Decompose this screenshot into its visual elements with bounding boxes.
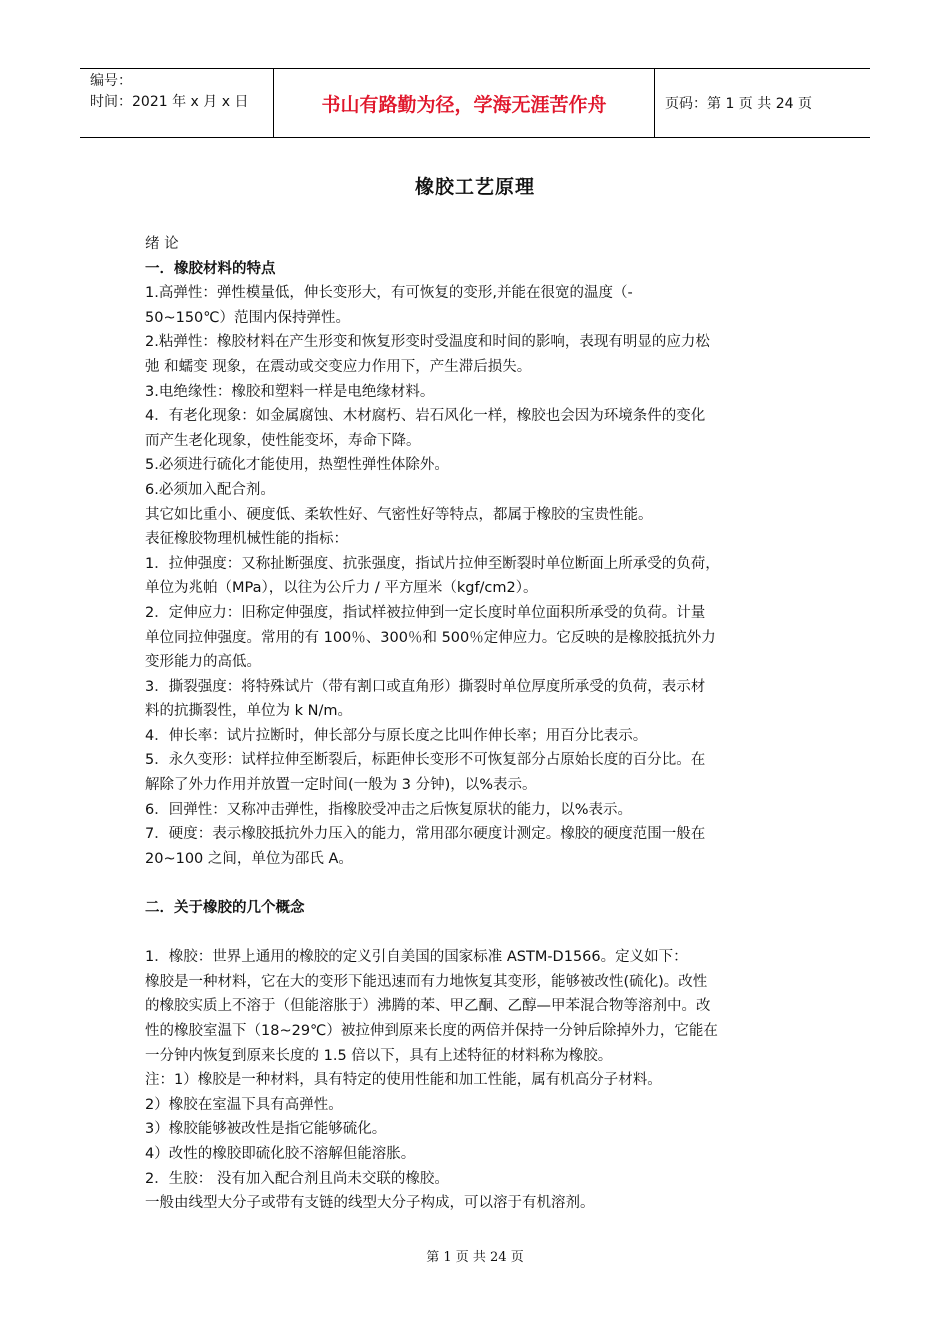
paragraph-line: 3）橡胶能够被改性是指它能够硫化。 bbox=[145, 1121, 387, 1138]
paragraph-line: 其它如比重小、硬度低、柔软性好、气密性好等特点，都属于橡胶的宝贵性能。 bbox=[145, 506, 653, 523]
blank-line bbox=[145, 871, 805, 896]
paragraph-line: 2．定伸应力：旧称定伸强度，指试样被拉伸到一定长度时单位面积所承受的负荷。计量 bbox=[145, 604, 706, 621]
page-header bbox=[80, 68, 870, 138]
document-title: 橡胶工艺原理 bbox=[414, 176, 535, 198]
paragraph-line: 一般由线型大分子或带有支链的线型大分子构成，可以溶于有机溶剂。 bbox=[145, 1195, 595, 1212]
page-footer: 第 1 页 共 24 页 bbox=[426, 1250, 524, 1265]
paragraph-line: 性的橡胶室温下（18~29℃）被拉伸到原来长度的两倍并保持一分钟后除掉外力，它能在 bbox=[145, 1023, 718, 1039]
paragraph-line: 1．拉伸强度：又称扯断强度、抗张强度，指试片拉伸至断裂时单位断面上所承受的负荷， bbox=[145, 555, 720, 572]
paragraph-line: 3．撕裂强度：将特殊试片（带有割口或直角形）撕裂时单位厚度所承受的负荷，表示材 bbox=[145, 678, 706, 695]
paragraph-line: 绪 论 bbox=[145, 236, 179, 252]
paragraph-line: 解除了外力作用并放置一定时间(一般为 3 分钟)，以%表示。 bbox=[145, 777, 537, 794]
header-time-label: 时间：2021 年 x 月 x 日 bbox=[90, 94, 249, 110]
paragraph-line: 4）改性的橡胶即硫化胶不溶解但能溶胀。 bbox=[145, 1145, 416, 1162]
header-motto: 书山有路勤为径，学海无涯苦作舟 bbox=[274, 69, 655, 137]
paragraph-line: 注：1）橡胶是一种材料，具有特定的使用性能和加工性能，属有机高分子材料。 bbox=[145, 1072, 662, 1089]
paragraph-line: 4．有老化现象：如金属腐蚀、木材腐朽、岩石风化一样，橡胶也会因为环境条件的变化 bbox=[145, 408, 706, 425]
paragraph-line: 5.必须进行硫化才能使用，热塑性弹性体除外。 bbox=[145, 457, 449, 474]
header-meta bbox=[80, 69, 274, 137]
paragraph-line: 6．回弹性：又称冲击弹性，指橡胶受冲击之后恢复原状的能力，以%表示。 bbox=[145, 801, 633, 818]
document-body bbox=[145, 232, 805, 1216]
paragraph-line: 表征橡胶物理机械性能的指标： bbox=[145, 531, 348, 548]
paragraph-line: 50~150℃）范围内保持弹性。 bbox=[145, 309, 351, 326]
paragraph-line: 2.粘弹性：橡胶材料在产生形变和恢复形变时受温度和时间的影响，表现有明显的应力松 bbox=[145, 334, 710, 351]
header-page-info: 页码：第 1 页 共 24 页 bbox=[665, 96, 812, 112]
paragraph-line: 料的抗撕裂性，单位为 k N/m。 bbox=[145, 703, 352, 720]
section-heading: 二．关于橡胶的几个概念 bbox=[145, 900, 305, 917]
paragraph-line: 弛 和蠕变 现象，在震动或交变应力作用下，产生滞后损失。 bbox=[145, 358, 532, 375]
paragraph-line: 橡胶是一种材料，它在大的变形下能迅速而有力地恢复其变形，能够被改性(硫化)。改性 bbox=[145, 973, 708, 990]
header-number-label: 编号： bbox=[90, 73, 132, 89]
section-heading: 一．橡胶材料的特点 bbox=[145, 260, 276, 277]
paragraph-line: 1.高弹性：弹性模量低，伸长变形大，有可恢复的变形,并能在很宽的温度（- bbox=[145, 285, 633, 302]
paragraph-line: 20~100 之间，单位为邵氏 A。 bbox=[145, 850, 353, 867]
paragraph-line: 一分钟内恢复到原来长度的 1.5 倍以下，具有上述特征的材料称为橡胶。 bbox=[145, 1047, 613, 1064]
paragraph-line: 2．生胶： 没有加入配合剂且尚未交联的橡胶。 bbox=[145, 1170, 449, 1187]
paragraph-line: 6.必须加入配合剂。 bbox=[145, 481, 275, 498]
paragraph-line: 而产生老化现象，使性能变坏，寿命下降。 bbox=[145, 432, 421, 449]
paragraph-line: 5．永久变形：试样拉伸至断裂后，标距伸长变形不可恢复部分占原始长度的百分比。在 bbox=[145, 752, 706, 769]
paragraph-line: 1．橡胶：世界上通用的橡胶的定义引自美国的国家标准 ASTM-D1566。定义如下： bbox=[145, 949, 688, 966]
paragraph-line: 单位同拉伸强度。常用的有 100％、300％和 500％定伸应力。它反映的是橡胶抵抗外力 bbox=[145, 629, 716, 646]
paragraph-line: 4．伸长率：试片拉断时，伸长部分与原长度之比叫作伸长率；用百分比表示。 bbox=[145, 727, 648, 744]
paragraph-line: 的橡胶实质上不溶于（但能溶胀于）沸腾的苯、甲乙酮、乙醇—甲苯混合物等溶剂中。改 bbox=[145, 998, 711, 1015]
paragraph-line: 2）橡胶在室温下具有高弹性。 bbox=[145, 1096, 343, 1113]
paragraph-line: 7．硬度：表示橡胶抵抗外力压入的能力，常用邵尔硬度计测定。橡胶的硬度范围一般在 bbox=[145, 826, 706, 843]
blank-line bbox=[145, 921, 805, 946]
paragraph-line: 3.电绝缘性：橡胶和塑料一样是电绝缘材料。 bbox=[145, 383, 435, 400]
paragraph-line: 变形能力的高低。 bbox=[145, 654, 261, 671]
paragraph-line: 单位为兆帕（MPa），以往为公斤力 / 平方厘米（kgf/cm2）。 bbox=[145, 580, 538, 597]
